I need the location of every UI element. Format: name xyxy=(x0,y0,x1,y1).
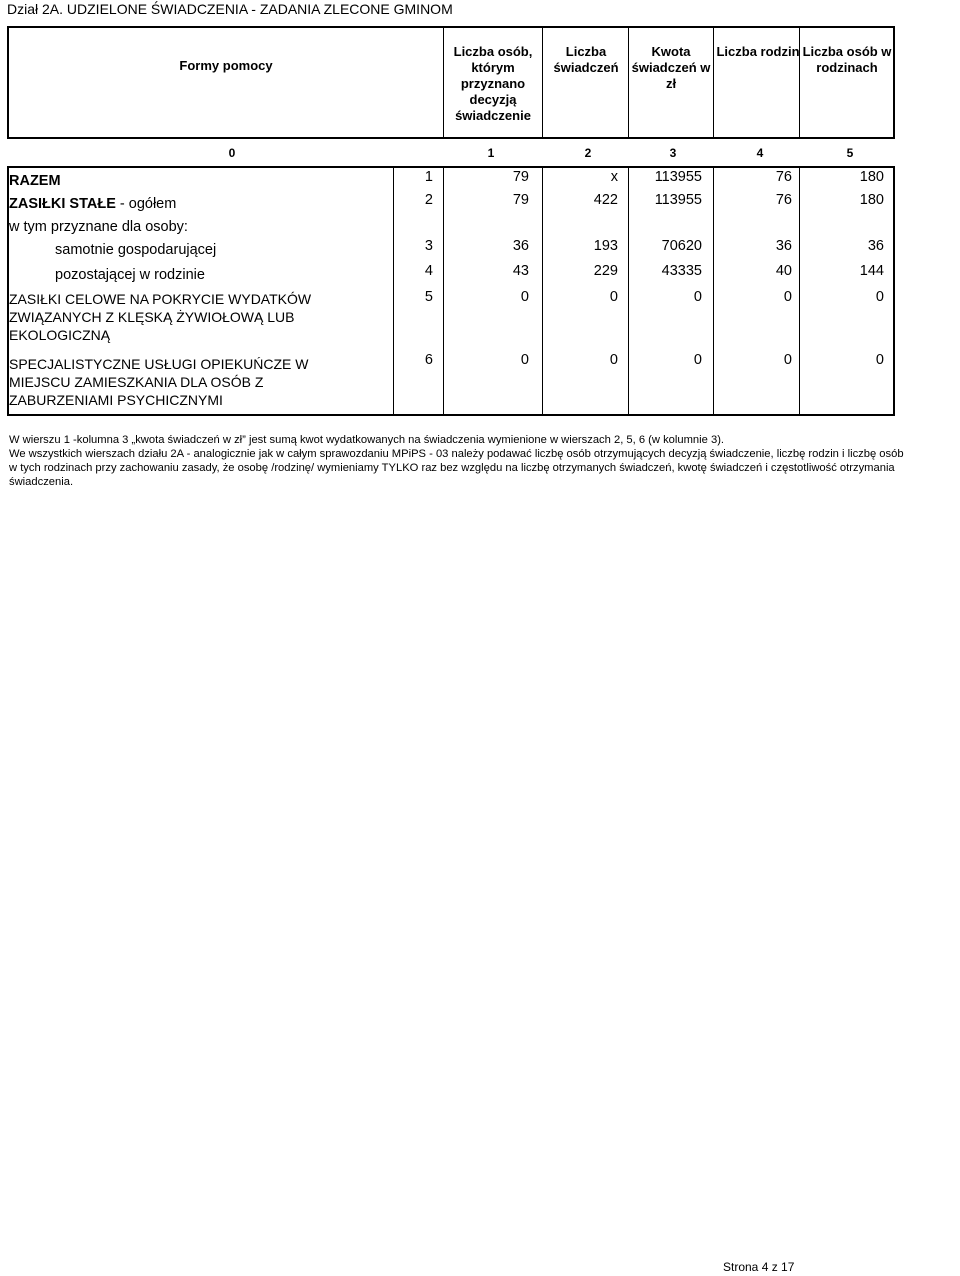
cell-col-2: 229 xyxy=(593,263,618,279)
cell-col-4: 0 xyxy=(783,352,792,368)
cell-col-2: 0 xyxy=(609,352,618,368)
cell-col-2: x xyxy=(610,169,618,185)
cell-col-1: 79 xyxy=(512,192,529,208)
column-number: 3 xyxy=(669,146,677,160)
row-label-w-tym: w tym przyznane dla osoby: xyxy=(9,219,188,235)
cell-col-3: 0 xyxy=(693,352,702,368)
row-number: 1 xyxy=(424,169,433,185)
cell-col-4: 76 xyxy=(775,192,792,208)
row-label-zasilki-stale-a: ZASIŁKI STAŁE xyxy=(9,196,116,212)
cell-col-5: 36 xyxy=(867,238,884,254)
row-label-zasilki-celowe xyxy=(9,290,311,344)
column-number: 5 xyxy=(846,146,854,160)
header-col-5: Liczba osób w rodzinach xyxy=(802,44,892,75)
cell-col-5: 180 xyxy=(859,192,884,208)
header-formy: Formy pomocy xyxy=(179,58,273,73)
column-number: 1 xyxy=(487,146,495,160)
row-label-line: ZWIĄZANYCH Z KLĘSKĄ ŻYWIOŁOWĄ LUB xyxy=(9,309,295,325)
cell-col-1: 79 xyxy=(512,169,529,185)
row-number: 4 xyxy=(424,263,433,279)
table-header xyxy=(7,26,895,139)
footnote-line-1: W wierszu 1 -kolumna 3 „kwota świadczeń w zł” jest sumą kwot wydatkowanych na świadczenia wymienione w wierszach 2, 5, 6 (w kolumnie 3). xyxy=(9,434,725,446)
row-label-razem: RAZEM xyxy=(9,173,61,189)
row-label-pozostajacej: pozostającej w rodzinie xyxy=(55,267,205,283)
column-number: 0 xyxy=(228,146,236,160)
cell-col-3: 43335 xyxy=(661,263,702,279)
footnote xyxy=(9,433,909,489)
cell-col-1: 0 xyxy=(520,289,529,305)
cell-col-1: 0 xyxy=(520,352,529,368)
row-number: 5 xyxy=(424,289,433,305)
header-col-3: Kwota świadczeń w zł xyxy=(631,44,711,91)
row-label-line: ZASIŁKI CELOWE NA POKRYCIE WYDATKÓW xyxy=(9,291,312,307)
section-title: Dział 2A. UDZIELONE ŚWIADCZENIA - ZADANIA ZLECONE GMINOM xyxy=(7,1,453,17)
row-label-samotnie: samotnie gospodarującej xyxy=(55,242,217,258)
cell-col-1: 43 xyxy=(512,263,529,279)
footnote-line-2: We wszystkich wierszach działu 2A - analogicznie jak w całym sprawozdaniu MPiPS - 03 należy podawać liczbę osób otrzymujących decyzją świadczenie, liczbę rodzin i liczbę osób w tych rodzinach przy zachowaniu zasady, że osobę /rodzinę/ wymieniamy TYLKO raz bez względu na liczbę otrzymanych świadczeń, kwotę świadczeń i częstotliwość otrzymania świadczenia. xyxy=(9,448,904,488)
cell-col-2: 422 xyxy=(593,192,618,208)
cell-col-5: 0 xyxy=(875,352,884,368)
row-label-line: SPECJALISTYCZNE USŁUGI OPIEKUŃCZE W xyxy=(9,356,309,372)
column-divider xyxy=(443,28,444,137)
cell-col-3: 70620 xyxy=(661,238,702,254)
row-label-zasilki-stale-b: - ogółem xyxy=(115,196,177,212)
column-divider xyxy=(393,168,394,414)
cell-col-1: 36 xyxy=(512,238,529,254)
cell-col-5: 180 xyxy=(859,169,884,185)
row-number: 3 xyxy=(424,238,433,254)
header-col-2: Liczba świadczeń xyxy=(553,44,619,75)
cell-col-3: 113955 xyxy=(654,169,702,185)
cell-col-5: 144 xyxy=(859,263,884,279)
row-label-zasilki-stale xyxy=(9,195,176,213)
cell-col-4: 0 xyxy=(783,289,792,305)
cell-col-4: 76 xyxy=(775,169,792,185)
cell-col-5: 0 xyxy=(875,289,884,305)
cell-col-3: 0 xyxy=(693,289,702,305)
column-divider xyxy=(542,28,543,137)
cell-col-4: 40 xyxy=(775,263,792,279)
cell-col-2: 0 xyxy=(609,289,618,305)
row-number: 6 xyxy=(424,352,433,368)
column-number: 2 xyxy=(584,146,592,160)
cell-col-3: 113955 xyxy=(654,192,702,208)
row-label-line: EKOLOGICZNĄ xyxy=(9,327,111,343)
row-number: 2 xyxy=(424,192,433,208)
column-number: 4 xyxy=(756,146,764,160)
header-col-1: Liczba osób, którym przyznano decyzją świadczenie xyxy=(453,44,533,123)
row-label-line: ZABURZENIAMI PSYCHICZNYMI xyxy=(9,392,223,408)
cell-col-4: 36 xyxy=(775,238,792,254)
row-label-line: MIEJSCU ZAMIESZKANIA DLA OSÓB Z xyxy=(9,374,264,390)
cell-col-2: 193 xyxy=(593,238,618,254)
row-label-uslugi-opiekuncze xyxy=(9,355,309,409)
header-col-4: Liczba rodzin xyxy=(716,44,800,59)
page-number: Strona 4 z 17 xyxy=(723,1260,795,1274)
